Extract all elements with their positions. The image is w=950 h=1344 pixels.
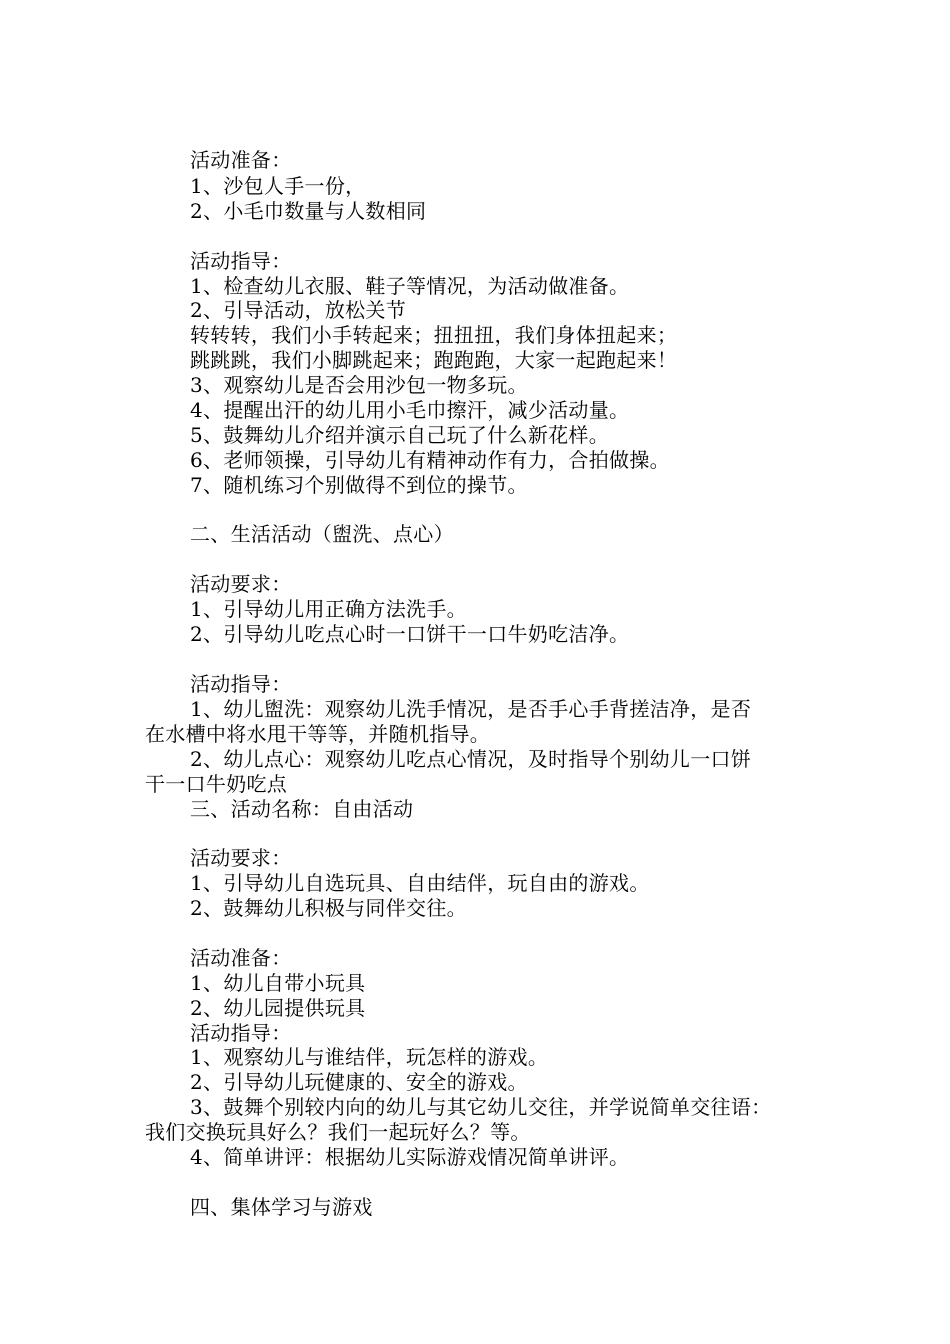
heading-activity-requirements: 活动要求：: [190, 846, 292, 870]
text-line: 2、幼儿园提供玩具: [190, 996, 366, 1020]
text-line: 1、检查幼儿衣服、鞋子等情况，为活动做准备。: [190, 274, 630, 298]
text-line: 转转转，我们小手转起来；扭扭扭，我们身体扭起来；: [190, 323, 678, 347]
text-line: 6、老师领操，引导幼儿有精神动作有力，合拍做操。: [190, 448, 670, 472]
heading-activity-prep: 活动准备：: [190, 148, 292, 172]
section-heading: 四、集体学习与游戏: [190, 1195, 373, 1219]
text-line: 2、鼓舞幼儿积极与同伴交往。: [190, 896, 467, 920]
text-line: 在水槽中将水甩干等等，并随机指导。: [145, 722, 491, 746]
text-line: 3、鼓舞个别较内向的幼儿与其它幼儿交往，并学说简单交往语：: [190, 1095, 772, 1119]
text-line: 1、引导幼儿用正确方法洗手。: [190, 597, 467, 621]
heading-activity-requirements: 活动要求：: [190, 572, 292, 596]
text-line: 2、小毛巾数量与人数相同: [190, 199, 427, 223]
text-line: 4、提醒出汗的幼儿用小毛巾擦汗，减少活动量。: [190, 398, 630, 422]
text-line: 跳跳跳，我们小脚跳起来；跑跑跑，大家一起跑起来！: [190, 348, 678, 372]
text-line: 我们交换玩具好么？我们一起玩好么？等。: [145, 1120, 531, 1144]
text-line: 5、鼓舞幼儿介绍并演示自己玩了什么新花样。: [190, 423, 610, 447]
heading-activity-guide: 活动指导：: [190, 1021, 292, 1045]
text-line: 4、简单讲评：根据幼儿实际游戏情况简单讲评。: [190, 1145, 630, 1169]
text-line: 7、随机练习个别做得不到位的操节。: [190, 473, 528, 497]
heading-activity-guide: 活动指导：: [190, 249, 292, 273]
section-heading: 二、生活活动（盥洗、点心）: [190, 522, 454, 546]
text-line: 1、引导幼儿自选玩具、自由结伴，玩自由的游戏。: [190, 871, 650, 895]
text-line: 1、幼儿自带小玩具: [190, 971, 366, 995]
text-line: 3、观察幼儿是否会用沙包一物多玩。: [190, 373, 528, 397]
text-line: 2、幼儿点心：观察幼儿吃点心情况，及时指导个别幼儿一口饼: [190, 747, 752, 771]
section-heading: 三、活动名称：自由活动: [190, 797, 414, 821]
text-line: 干一口牛奶吃点: [145, 772, 288, 796]
heading-activity-guide: 活动指导：: [190, 672, 292, 696]
text-line: 2、引导幼儿玩健康的、安全的游戏。: [190, 1070, 528, 1094]
text-line: 2、引导活动，放松关节: [190, 298, 407, 322]
heading-activity-prep: 活动准备：: [190, 946, 292, 970]
text-line: 1、幼儿盥洗：观察幼儿洗手情况，是否手心手背搓洁净，是否: [190, 697, 752, 721]
text-line: 1、沙包人手一份，: [190, 174, 366, 198]
text-line: 1、观察幼儿与谁结伴，玩怎样的游戏。: [190, 1045, 549, 1069]
text-line: 2、引导幼儿吃点心时一口饼干一口牛奶吃洁净。: [190, 622, 630, 646]
